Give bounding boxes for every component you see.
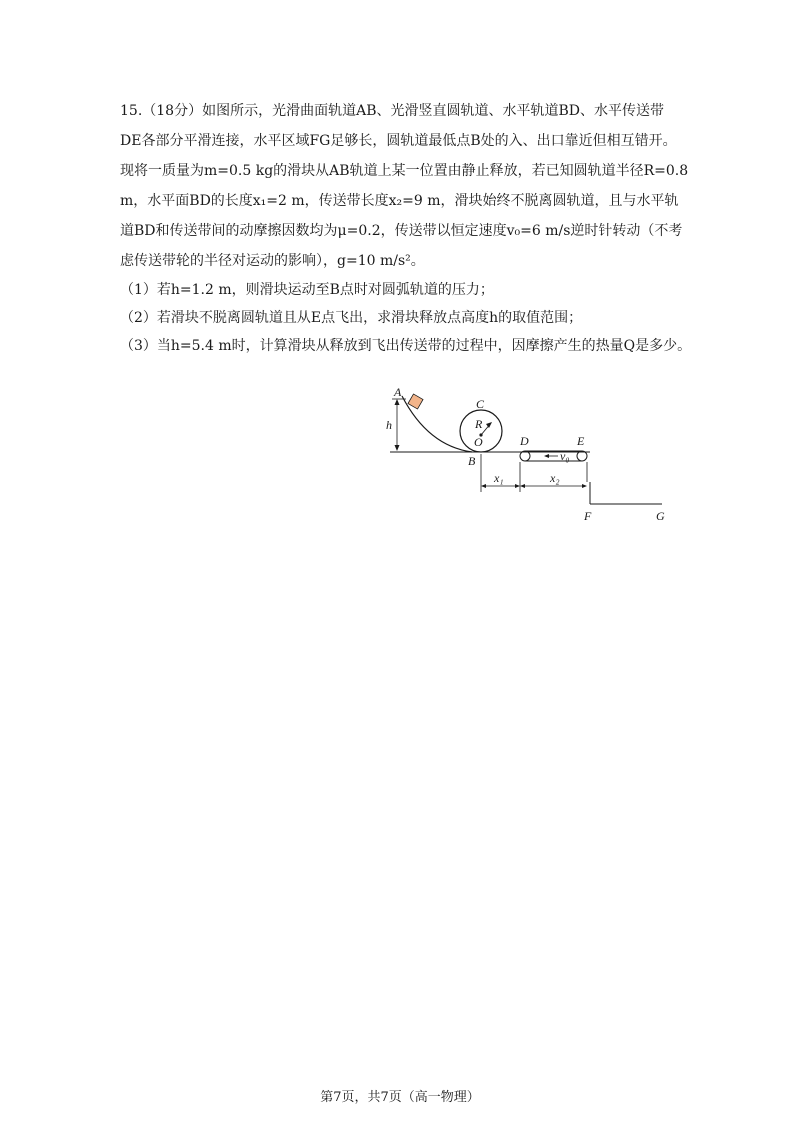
dim-x1-left <box>481 484 486 488</box>
problem-line-6: 虑传送带轮的半径对运动的影响），g=10 m/s²。 <box>120 253 425 269</box>
label-d: D <box>520 434 529 448</box>
page-footer: 第7页，共7页（高一物理） <box>320 1090 480 1105</box>
label-g: G <box>656 509 665 523</box>
dim-x2-left <box>520 484 525 488</box>
question-3: （3）当h=5.4 m时，计算滑块从释放到飞出传送带的过程中，因摩擦产生的热量Q是多少。 <box>120 338 692 354</box>
question-1: （1）若h=1.2 m，则滑块运动至B点时对圆弧轨道的压力； <box>120 282 494 298</box>
label-a: A <box>394 385 402 399</box>
problem-line-3: 现将一质量为m=0.5 kg的滑块从AB轨道上某一位置由静止释放，若已知圆轨道半径R=0.8 <box>120 163 689 179</box>
label-o: O <box>474 435 483 449</box>
label-x2: x₂ <box>550 471 560 485</box>
problem-line-4: m，水平面BD的长度x₁=2 m，传送带长度x₂=9 m，滑块始终不脱离圆轨道，且与水平轨 <box>120 193 679 209</box>
dim-x2-right <box>582 484 587 488</box>
velocity-arrowhead <box>544 454 549 458</box>
label-c: C <box>476 397 485 411</box>
problem-15 <box>120 96 690 360</box>
label-f: F <box>584 509 592 523</box>
slider-block <box>408 394 423 409</box>
label-b: B <box>468 454 476 468</box>
label-e: E <box>577 434 585 448</box>
label-r: R <box>475 417 483 431</box>
track-diagram <box>380 384 680 524</box>
height-arrow-bottom <box>395 445 400 451</box>
radius-arrow <box>486 422 492 428</box>
dim-x1-right <box>515 484 520 488</box>
problem-line-2: DE各部分平滑连接，水平区域FG足够长，圆轨道最低点B处的入、出口靠近但相互错开。 <box>120 133 677 149</box>
question-2: （2）若滑块不脱离圆轨道且从E点飞出，求滑块释放点高度h的取值范围； <box>120 310 583 326</box>
problem-line-1: 15.（18分）如图所示，光滑曲面轨道AB、光滑竖直圆轨道、水平轨道BD、水平传送带 <box>120 103 664 119</box>
label-x1: x₁ <box>494 471 504 485</box>
label-v0: v₀ <box>560 449 570 463</box>
problem-line-5: 道BD和传送带间的动摩擦因数均为μ=0.2，传送带以恒定速度v₀=6 m/s逆时针转动（不考 <box>120 223 683 239</box>
height-arrow-top <box>395 399 400 405</box>
label-h: h <box>386 418 392 432</box>
